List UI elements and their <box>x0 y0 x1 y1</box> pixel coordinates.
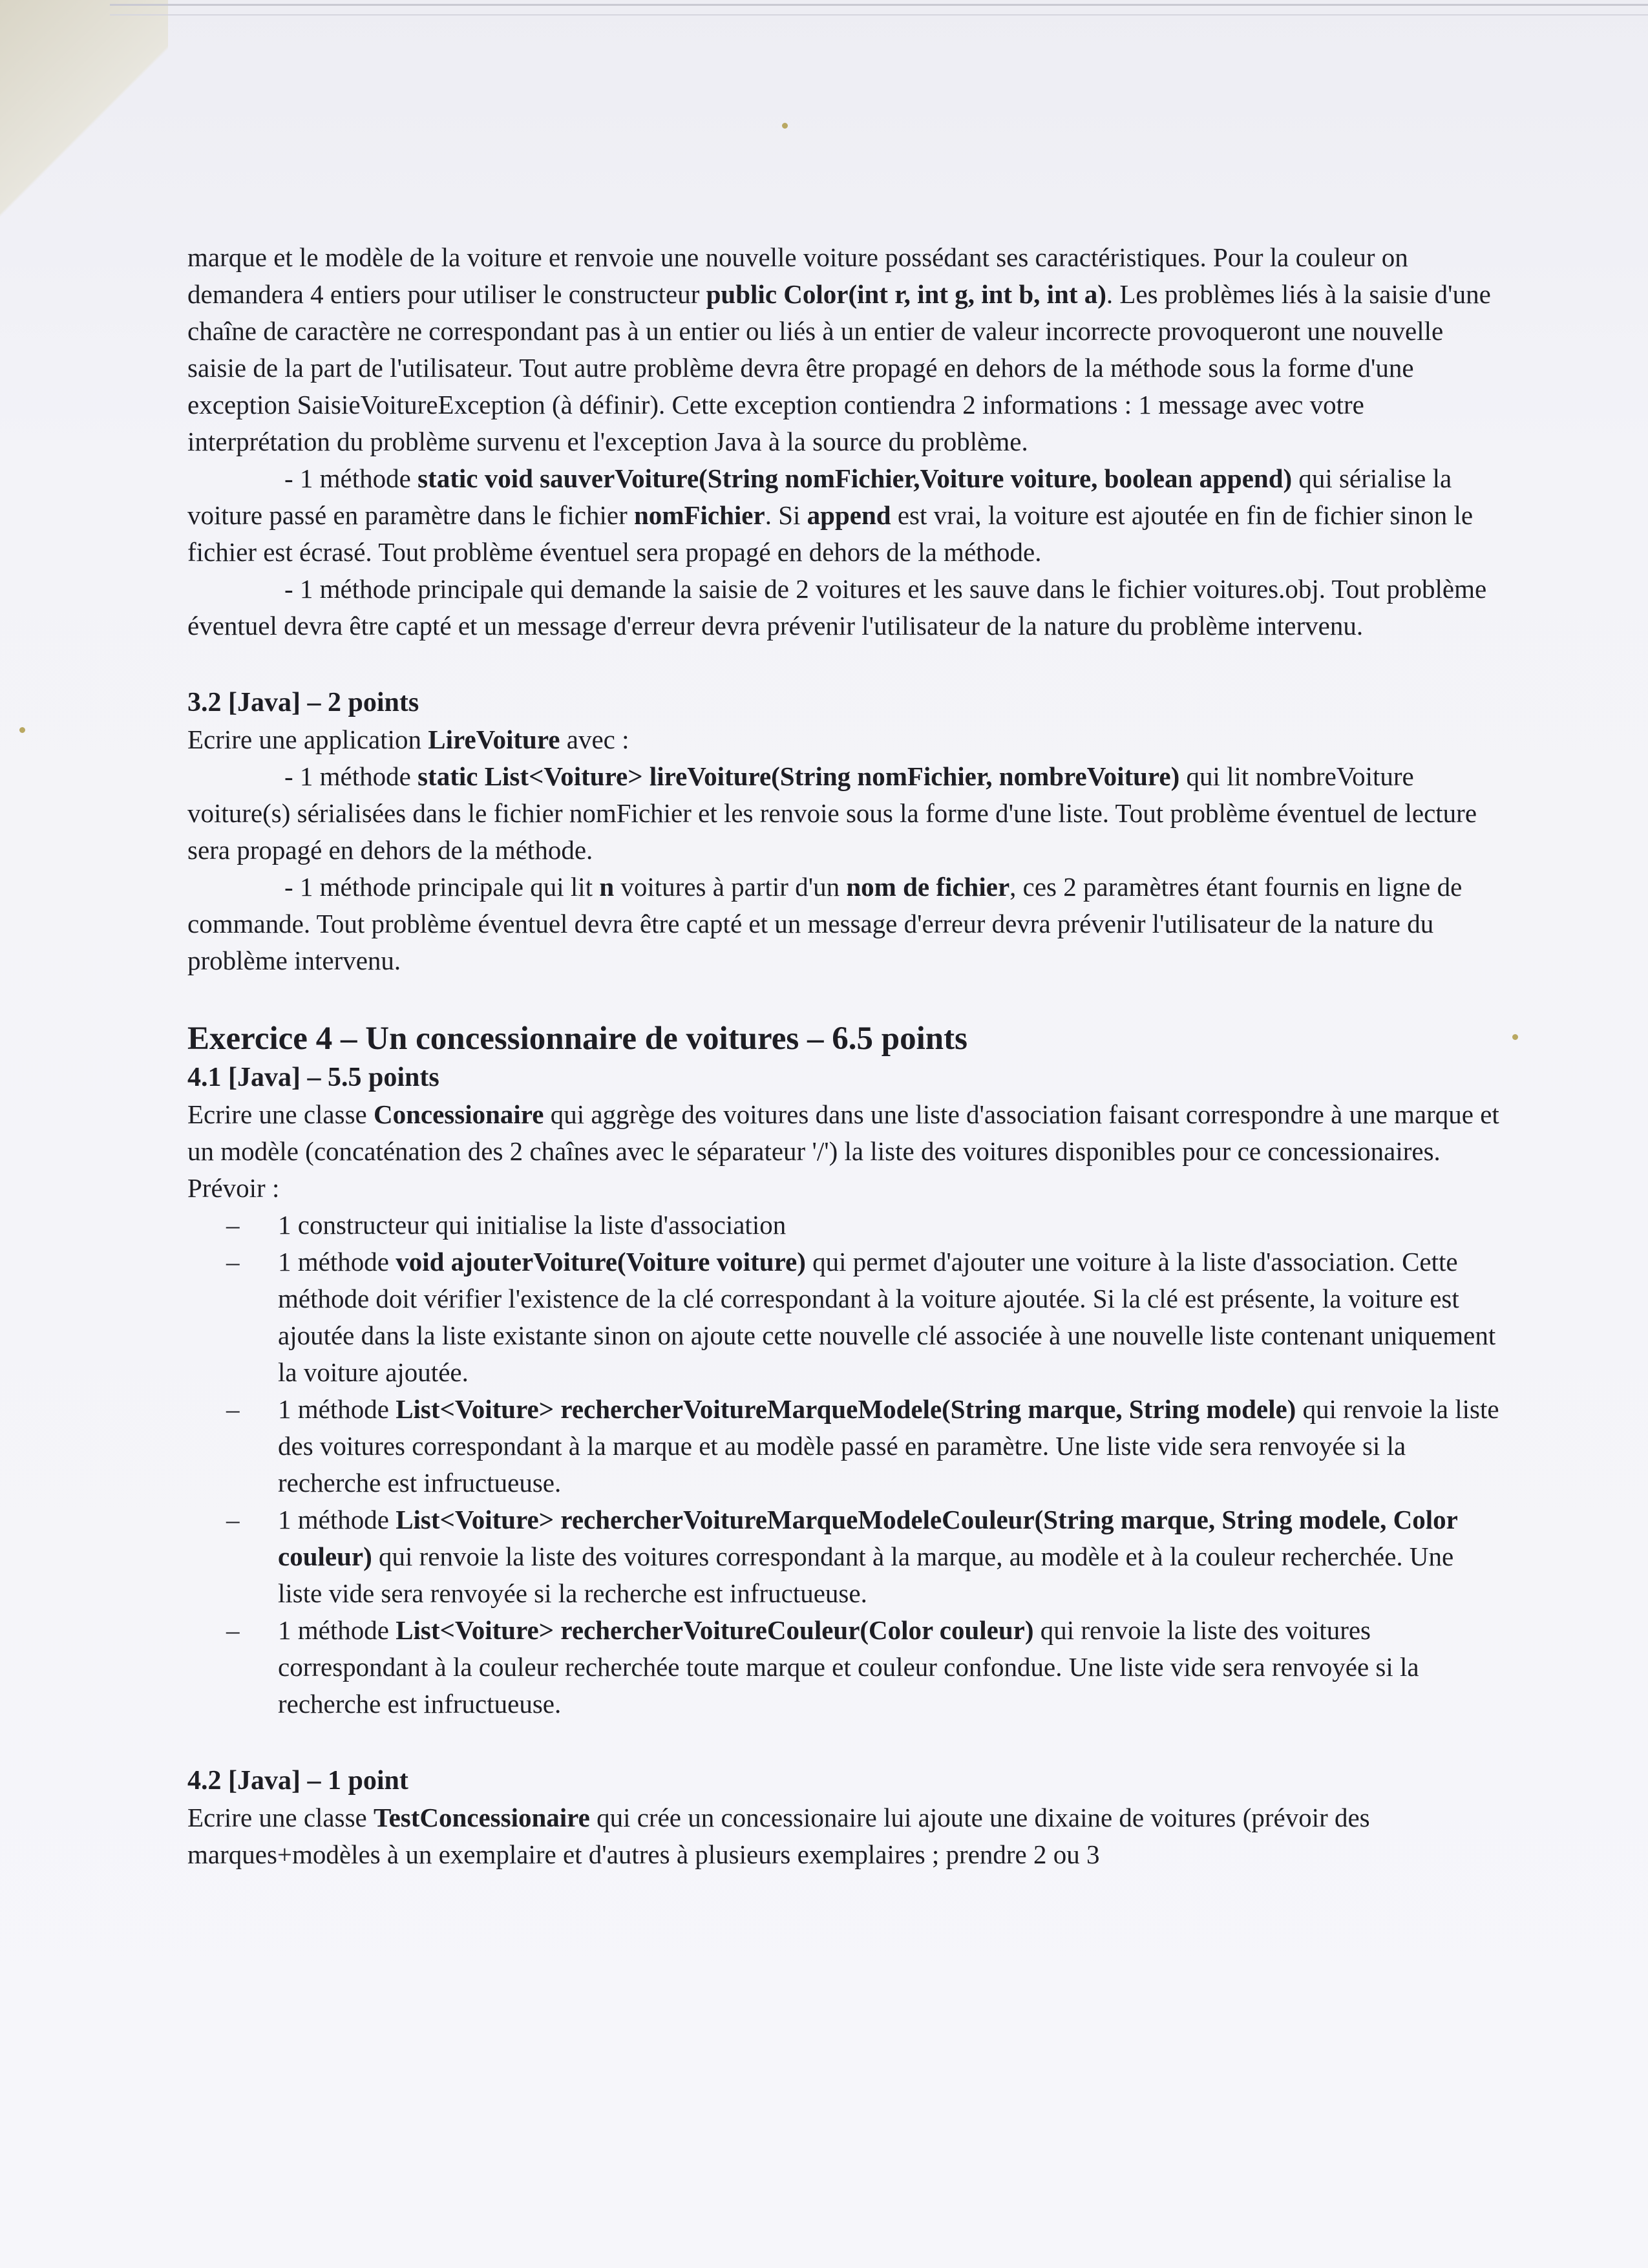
scan-speck <box>19 727 25 733</box>
list-item: – 1 méthode List<Voiture> rechercherVoitureMarqueModele(String marque, String modele) qui renvoie la liste des voitures correspondant à la marque et au modèle passé en paramètre. Une liste vide sera renvoyée si la recherche est infructueuse. <box>278 1391 1499 1501</box>
scan-speck <box>782 123 788 129</box>
list-item: – 1 méthode List<Voiture> rechercherVoitureCouleur(Color couleur) qui renvoie la liste des voitures correspondant à la couleur recherchée toute marque et couleur confondue. Une liste vide sera renvoyée si la recherche est infructueuse. <box>278 1612 1499 1722</box>
section-4-1-intro: Ecrire une classe Concessionaire qui aggrège des voitures dans une liste d'association faisant correspondre à une marque et un modèle (concaténation des 2 chaînes avec le séparateur '/') la liste des voitures disponibles pour ce concessionaires. Prévoir : <box>187 1099 1499 1203</box>
document-body <box>187 239 1499 1873</box>
section-4-2-title: 4.2 [Java] – 1 point <box>187 1766 408 1796</box>
list-item: – 1 méthode List<Voiture> rechercherVoitureMarqueModeleCouleur(String marque, String modele, Color couleur) qui renvoie la liste des voitures correspondant à la marque, au modèle et à la couleur recherchée. Une liste vide sera renvoyée si la recherche est infructueuse. <box>278 1501 1499 1612</box>
section-3-2-title: 3.2 [Java] – 2 points <box>187 688 419 717</box>
page-edge-line <box>110 4 1648 6</box>
method-list <box>187 1207 1499 1722</box>
section-4-1-title: 4.1 [Java] – 5.5 points <box>187 1063 439 1092</box>
section-3-2-method-1: - 1 méthode static List<Voiture> lireVoiture(String nomFichier, nombreVoiture) qui lit nombreVoiture voiture(s) sérialisées dans le fichier nomFichier et les renvoie sous la forme d'une liste. Tout problème éventuel de lecture sera propagé en dehors de la méthode. <box>187 761 1477 865</box>
folded-corner <box>0 0 168 220</box>
section-3-2-intro: Ecrire une application LireVoiture avec : <box>187 725 629 754</box>
section-3-2-method-2: - 1 méthode principale qui lit n voitures à partir d'un nom de fichier, ces 2 paramètres étant fournis en ligne de commande. Tout problème éventuel devra être capté et un message d'erreur devra prévenir l'utilisateur de la nature du problème intervenu. <box>187 872 1463 975</box>
page-edge-line <box>110 14 1648 16</box>
intro-paragraph-3: - 1 méthode principale qui demande la saisie de 2 voitures et les sauve dans le fichier voitures.obj. Tout problème éventuel devra être capté et un message d'erreur devra prévenir l'utilisateur de la nature du problème intervenu. <box>187 574 1487 641</box>
list-item: – 1 méthode void ajouterVoiture(Voiture voiture) qui permet d'ajouter une voiture à la liste d'association. Cette méthode doit vérifier l'existence de la clé correspondant à la voiture ajoutée. Si la clé est présente, la voiture est ajoutée dans la liste existante sinon on ajoute cette nouvelle clé associée à une nouvelle liste contenant uniquement la voiture ajoutée. <box>278 1244 1499 1391</box>
section-4-2-paragraph: Ecrire une classe TestConcessionaire qui crée un concessionaire lui ajoute une dixaine de voitures (prévoir des marques+modèles à un exemplaire et d'autres à plusieurs exemplaires ; prendre 2 ou 3 <box>187 1803 1370 1869</box>
scan-speck <box>1512 1034 1518 1040</box>
intro-paragraph-2: - 1 méthode static void sauverVoiture(String nomFichier,Voiture voiture, boolean append) qui sérialise la voiture passé en paramètre dans le fichier nomFichier. Si append est vrai, la voiture est ajoutée en fin de fichier sinon le fichier est écrasé. Tout problème éventuel sera propagé en dehors de la méthode. <box>187 463 1474 567</box>
list-item: – 1 constructeur qui initialise la liste d'association <box>278 1207 1499 1244</box>
intro-paragraph-1: marque et le modèle de la voiture et renvoie une nouvelle voiture possédant ses caractéristiques. Pour la couleur on demandera 4 entiers pour utiliser le constructeur public Color(int r, int g, int b, int a). Les problèmes liés à la saisie d'une chaîne de caractère ne correspondant pas à un entier ou liés à un entier de valeur incorrecte provoqueront une nouvelle saisie de la part de l'utilisateur. Tout autre problème devra être propagé en dehors de la méthode sous la forme d'une exception SaisieVoitureException (à définir). Cette exception contiendra 2 informations : 1 message avec votre interprétation du problème survenu et l'exception Java à la source du problème. <box>187 242 1491 456</box>
exercise-4-title: Exercice 4 – Un concessionnaire de voitures – 6.5 points <box>187 1021 967 1057</box>
